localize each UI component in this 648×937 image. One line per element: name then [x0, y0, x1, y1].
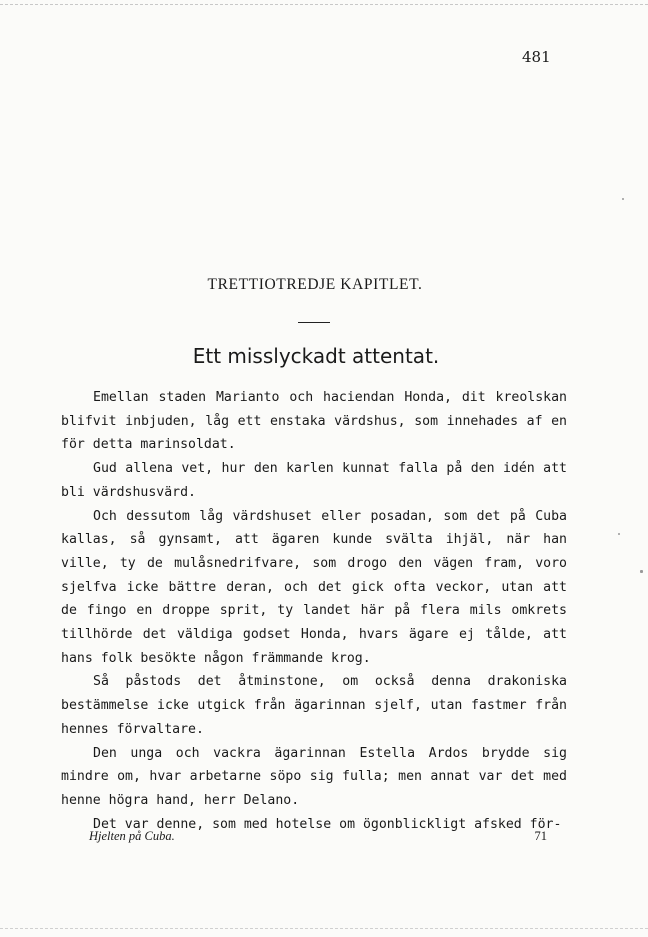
chapter-title: Ett misslyckadt attentat.: [192, 344, 440, 368]
chapter-heading: TRETTIOTREDJE KAPITLET.: [207, 276, 423, 293]
footer-signature-mark: 71: [534, 829, 547, 843]
footer-book-title: Hjelten på Cuba.: [89, 829, 175, 843]
top-edge-rule: [0, 4, 648, 5]
page-number: 481: [522, 48, 551, 66]
paragraph: Emellan staden Marianto och haciendan Honda, dit kreolskan blifvit inbjuden, låg ett enstaka värdshus, som innehades af en för detta marinsoldat.: [61, 390, 567, 453]
bottom-edge-rule: [0, 928, 648, 929]
paragraph: Den unga och vackra ägarinnan Estella Ardos brydde sig mindre om, hvar arbetarne söpo sig fulla; men annat var det med henne högra hand, herr Delano.: [61, 745, 567, 808]
paper-speck: [618, 533, 620, 535]
paragraph: Och dessutom låg värdshuset eller posadan, som det på Cuba kallas, så gynsamt, att ägaren kunde svälta ihjäl, när han ville, ty de mulåsnedrifvare, som drogo den vägen fram, voro sjelfva icke bättre deran, och det gick ofta veckor, utan att de fingo en droppe sprit, ty landet här på flera mils omkrets tillhörde det väldiga godset Honda, hvars ägare ej tålde, att hans folk besökte någon främmande krog.: [61, 508, 567, 666]
paper-speck: [640, 570, 643, 573]
paper-speck: [622, 198, 624, 200]
paragraph: Det var denne, som med hotelse om ögonblickligt afsked för-: [93, 816, 562, 832]
paragraph: Så påstods det åtminstone, om också denna drakoniska bestämmelse icke utgick från ägarinnan sjelf, utan fastmer från hennes förvaltare.: [61, 674, 567, 737]
paragraph: Gud allena vet, hur den karlen kunnat falla på den idén att bli värdshusvärd.: [61, 461, 567, 500]
heading-divider: [298, 322, 330, 323]
body-text: [61, 386, 567, 836]
page-footer: [89, 829, 557, 844]
